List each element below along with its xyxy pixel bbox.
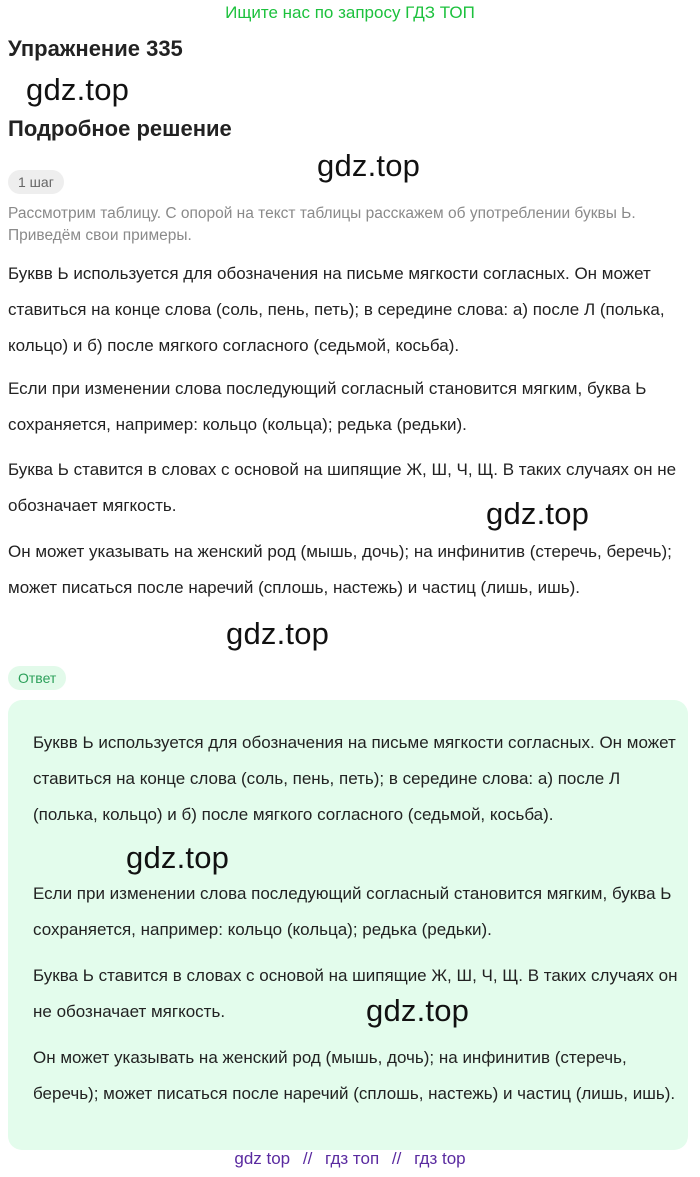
step-description: Рассмотрим таблицу. С опорой на текст таблицы расскажем об употреблении буквы Ь. Приведём свои примеры. [8,205,636,244]
step-badge: 1 шаг [8,170,64,194]
answer-paragraph: Буквв Ь используется для обозначения на письме мягкости согласных. Он может ставиться на конце слова (соль, пень, петь); в середине слова: а) после Л (полька, кольцо) и б) после мягкого согласного (седьмой, косьба). [33,733,676,824]
footer-separator: // [302,1149,313,1168]
footer-separator: // [391,1149,402,1168]
watermark: gdz.top [126,840,230,875]
watermark: gdz.top [26,72,130,107]
solution-paragraph: Буква Ь ставится в словах с основой на шипящие Ж, Ш, Ч, Щ. В таких случаях он не обозначает мягкость. [8,460,677,515]
footer-link[interactable]: гдз top [414,1149,466,1168]
answer-paragraph: Буква Ь ставится в словах с основой на шипящие Ж, Ш, Ч, Щ. В таких случаях он не обозначает мягкость. [33,966,678,1021]
solution-paragraph: Буквв Ь используется для обозначения на письме мягкости согласных. Он может ставиться на конце слова (соль, пень, петь); в середине слова: а) после Л (полька, кольцо) и б) после мягкого согласного (седьмой, косьба). [8,264,665,355]
section-title: Подробное решение [8,116,232,141]
watermark: gdz.top [366,993,470,1028]
exercise-title: Упражнение 335 [8,36,183,61]
solution-paragraph: Если при изменении слова последующий согласный становится мягким, буква Ь сохраняется, например: кольцо (кольца); редька (редьки). [8,379,647,434]
watermark: gdz.top [317,148,421,183]
answer-badge: Ответ [8,666,66,690]
watermark: gdz.top [486,496,590,531]
footer-link[interactable]: gdz top [234,1149,291,1168]
footer-link[interactable]: гдз топ [325,1149,380,1168]
answer-paragraph: Он может указывать на женский род (мышь, дочь); на инфинитив (стеречь, беречь); может писаться после наречий (сплошь, настежь) и частиц (лишь, ишь). [33,1048,676,1103]
watermark: gdz.top [226,616,330,651]
answer-paragraph: Если при изменении слова последующий согласный становится мягким, буква Ь сохраняется, например: кольцо (кольца); редька (редьки). [33,884,672,939]
top-banner[interactable]: Ищите нас по запросу ГДЗ ТОП [225,3,475,22]
footer-links [0,1149,700,1169]
solution-paragraph: Он может указывать на женский род (мышь, дочь); на инфинитив (стеречь, беречь); может писаться после наречий (сплошь, настежь) и частиц (лишь, ишь). [8,542,672,597]
